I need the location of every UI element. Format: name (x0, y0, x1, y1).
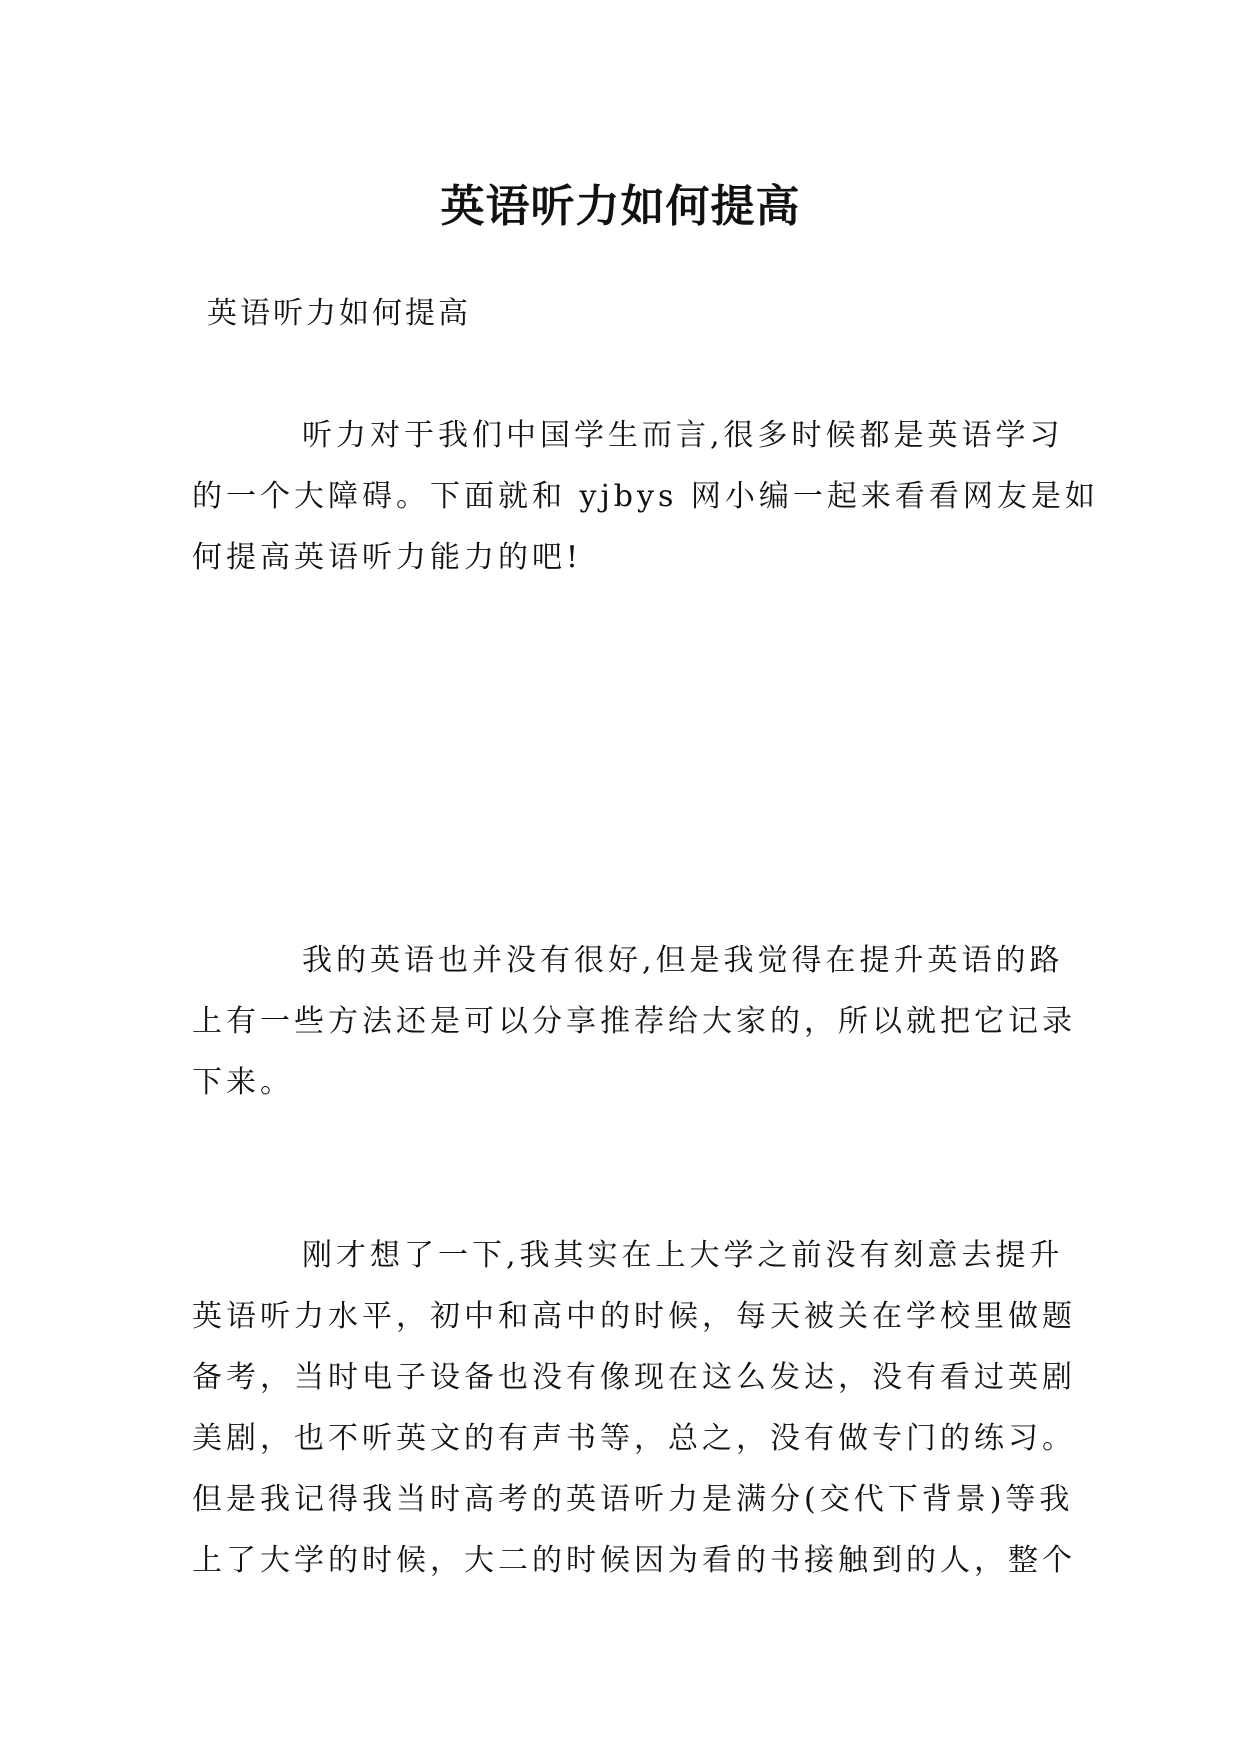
paragraph-line: 听力对于我们中国学生而言,很多时候都是英语学习 (302, 418, 1064, 453)
document-title: 英语听力如何提高 (440, 181, 801, 233)
paragraph-line: 上了大学的时候，大二的时候因为看的书接触到的人，整个 (192, 1543, 1076, 1578)
paragraph-line: 但是我记得我当时高考的英语听力是满分(交代下背景)等我 (192, 1482, 1074, 1517)
paragraph-line: 我的英语也并没有很好,但是我觉得在提升英语的路 (302, 943, 1064, 978)
paragraph-line: 刚才想了一下,我其实在上大学之前没有刻意去提升 (302, 1238, 1064, 1273)
paragraph-line: 何提高英语听力能力的吧! (192, 540, 583, 575)
document-subtitle: 英语听力如何提高 (207, 296, 471, 331)
paragraph-line: 备考，当时电子设备也没有像现在这么发达，没有看过英剧 (192, 1360, 1076, 1395)
paragraph-line: 美剧，也不听英文的有声书等，总之，没有做专门的练习。 (192, 1421, 1076, 1456)
paragraph-intro (192, 405, 1099, 588)
paragraph-background (192, 1225, 1076, 1591)
paragraph-method (192, 930, 1076, 1113)
paragraph-line: 下来。 (192, 1065, 294, 1100)
paragraph-line: 的一个大障碍。下面就和 yjbys 网小编一起来看看网友是如 (192, 479, 1099, 514)
paragraph-line: 英语听力水平，初中和高中的时候，每天被关在学校里做题 (192, 1299, 1076, 1334)
paragraph-line: 上有一些方法还是可以分享推荐给大家的，所以就把它记录 (192, 1004, 1076, 1039)
